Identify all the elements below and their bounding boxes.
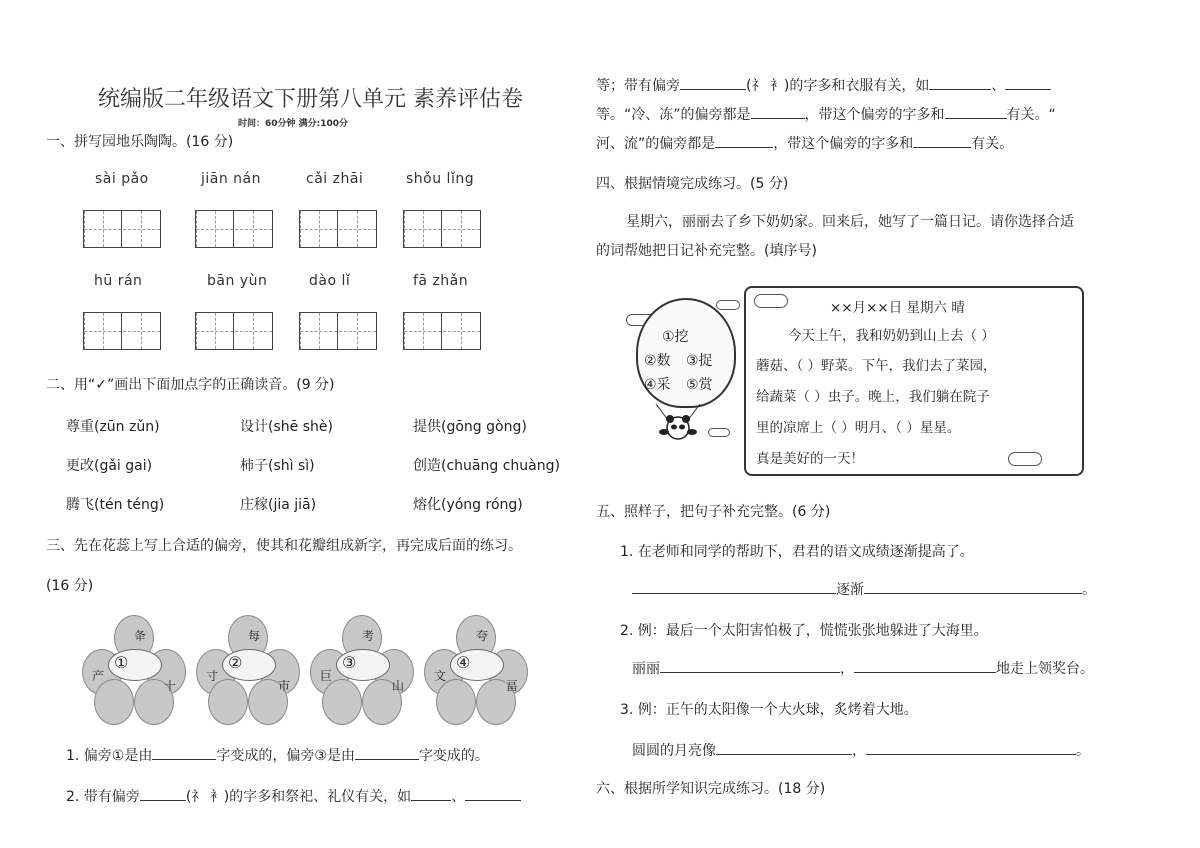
- answer-blank[interactable]: [929, 76, 991, 90]
- section3-title: 三、先在花蕊上写上合适的偏旁，使其和花瓣组成新字，再完成后面的练习。: [46, 538, 522, 554]
- section5-q2: 2. 例：最后一个太阳害怕极了，慌慌张张地躲进了大海里。: [620, 623, 988, 639]
- section5-q2-answer: [632, 658, 1094, 678]
- pinyin: bān yùn: [207, 273, 268, 289]
- pinyin: shǒu lǐng: [406, 171, 475, 187]
- option: ③捉: [686, 353, 713, 369]
- section5-title: 五、照样子，把句子补充完整。(6 分): [596, 504, 831, 520]
- reading-item[interactable]: 设计(shē shè): [240, 419, 333, 435]
- section3-q1: [66, 745, 489, 765]
- cloud-icon: [716, 300, 740, 310]
- petal-char: 考: [362, 629, 375, 643]
- answer-blank[interactable]: [945, 105, 1007, 119]
- petal-char: 每: [248, 629, 261, 643]
- writing-grid[interactable]: [83, 210, 161, 248]
- flower-number: ②: [228, 653, 243, 672]
- reading-item[interactable]: 熔化(yóng róng): [413, 497, 523, 513]
- petal-char: 夅: [134, 629, 147, 643]
- flower-4: [424, 615, 528, 719]
- answer-blank[interactable]: [140, 787, 186, 801]
- section5-q3: 3. 例：正午的太阳像一个大火球，炙烤着大地。: [620, 702, 918, 718]
- separator: 、: [451, 789, 466, 805]
- text: 有关。: [971, 136, 1014, 152]
- panda-icon: [648, 404, 708, 444]
- exam-meta: 时间：60分钟 满分:100分: [238, 119, 349, 129]
- punct: 。: [1082, 582, 1096, 598]
- diary-box: [744, 286, 1084, 476]
- section5-q1: 1. 在老师和同学的帮助下，君君的语文成绩逐渐提高了。: [620, 544, 974, 560]
- writing-grid[interactable]: [403, 312, 481, 350]
- answer-blank[interactable]: [866, 741, 1076, 755]
- flower-2: [196, 615, 300, 719]
- section3-points: (16 分): [46, 578, 94, 594]
- q1-text: 字变成的，偏旁③是由: [216, 748, 355, 764]
- answer-blank[interactable]: [864, 580, 1082, 594]
- reading-item[interactable]: 庄稼(jia jiā): [240, 497, 317, 513]
- petal-char: 文: [434, 669, 447, 683]
- diary-line: 今天上午，我和奶奶到山上去（ ）: [788, 328, 995, 344]
- punct: ，: [852, 743, 866, 759]
- cloud-icon: [708, 428, 730, 437]
- diary-line: 给蔬菜（ ）虫子。晚上，我们躺在院子: [756, 389, 990, 405]
- section4-title: 四、根据情境完成练习。(5 分): [596, 176, 789, 192]
- flower-1: [82, 615, 186, 719]
- option: ④采: [644, 377, 671, 393]
- section3-q2: [66, 786, 521, 806]
- answer-blank[interactable]: [660, 659, 840, 673]
- diary-date: ××月××日 星期六 晴: [830, 300, 965, 316]
- pinyin: fā zhǎn: [413, 273, 469, 289]
- text: 圆圆的月亮像: [632, 743, 716, 759]
- answer-blank[interactable]: [913, 134, 971, 148]
- diary-line: 蘑菇、（ ）野菜。下午，我们去了菜园，: [756, 358, 997, 374]
- writing-grid[interactable]: [83, 312, 161, 350]
- section5-q3-answer: [632, 740, 1090, 760]
- reading-item[interactable]: 尊重(zūn zǔn): [66, 419, 160, 435]
- flower-number: ①: [114, 653, 129, 672]
- petal-char: 产: [92, 669, 105, 683]
- option: ②数: [644, 353, 671, 369]
- diary-line: 里的凉席上（ ）明月、（ ）星星。: [756, 420, 961, 436]
- answer-blank[interactable]: [411, 787, 451, 801]
- text: (礻 衤)的字多和衣服有关，如: [746, 78, 930, 94]
- petal-char: 巨: [320, 669, 333, 683]
- reading-item[interactable]: 柿子(shì sì): [240, 458, 315, 474]
- text: 等；带有偏旁: [596, 78, 680, 94]
- writing-grid[interactable]: [299, 312, 377, 350]
- page-title: 统编版二年级语文下册第八单元 素养评估卷: [98, 87, 523, 112]
- pinyin: cǎi zhāi: [306, 171, 364, 187]
- q1-text: 字变成的。: [418, 748, 489, 764]
- text: 丽丽: [632, 661, 660, 677]
- punct: 。: [1076, 743, 1090, 759]
- punct: ，: [840, 661, 854, 677]
- writing-grid[interactable]: [195, 312, 273, 350]
- q1-text: 1. 偏旁①是由: [66, 748, 153, 764]
- diary-line: 真是美好的一天！: [756, 451, 864, 467]
- answer-blank[interactable]: [465, 787, 521, 801]
- answer-blank[interactable]: [715, 134, 773, 148]
- flower-number: ③: [342, 653, 357, 672]
- key-word: 逐渐: [836, 582, 864, 598]
- text: 等。“冷、冻”的偏旁都是: [596, 107, 751, 123]
- section5-q1-answer: [632, 579, 1096, 599]
- answer-blank[interactable]: [680, 76, 746, 90]
- petal-char: 寸: [206, 669, 219, 683]
- reading-item[interactable]: 创造(chuāng chuàng): [413, 458, 560, 474]
- right-line-2: [596, 104, 1056, 124]
- section4-intro: 星期六，丽丽去了乡下奶奶家。回来后，她写了一篇日记。请你选择合适: [626, 214, 1074, 230]
- q2-text: 2. 带有偏旁: [66, 789, 140, 805]
- text: ，带这个偏旁的字多和: [773, 136, 914, 152]
- text: ，带这个偏旁的字多和: [804, 107, 945, 123]
- petal-char: 夸: [476, 629, 489, 643]
- right-line-1: [596, 75, 1051, 95]
- writing-grid[interactable]: [403, 210, 481, 248]
- option: ①挖: [662, 329, 689, 345]
- reading-item[interactable]: 腾飞(tén téng): [66, 497, 165, 513]
- flower-number: ④: [456, 653, 471, 672]
- reading-item[interactable]: 更改(gǎi gai): [66, 458, 153, 474]
- flower-3: [310, 615, 414, 719]
- answer-blank[interactable]: [854, 659, 996, 673]
- text: 有关。“: [1006, 107, 1056, 123]
- text: 地走上领奖台。: [996, 661, 1094, 677]
- writing-grid[interactable]: [299, 210, 377, 248]
- petal-char: 山: [392, 679, 405, 693]
- pinyin: sài pǎo: [95, 171, 149, 187]
- pinyin: hū rán: [94, 273, 143, 289]
- pinyin: jiān nán: [201, 171, 262, 187]
- answer-blank[interactable]: [355, 746, 419, 760]
- section6-title: 六、根据所学知识完成练习。(18 分): [596, 781, 826, 797]
- cloud-icon: [1008, 452, 1042, 466]
- right-line-3: [596, 133, 1013, 153]
- answer-blank[interactable]: [152, 746, 216, 760]
- answer-blank[interactable]: [632, 580, 836, 594]
- reading-item[interactable]: 提供(gōng gòng): [413, 419, 527, 435]
- answer-blank[interactable]: [751, 105, 805, 119]
- petal-char: 十: [164, 679, 177, 693]
- text: 河、流”的偏旁都是: [596, 136, 716, 152]
- answer-blank[interactable]: [1005, 76, 1051, 90]
- petal-char: 市: [278, 679, 291, 693]
- petal-char: 畐: [506, 679, 519, 693]
- section1-title: 一、拼写园地乐陶陶。(16 分): [46, 134, 234, 150]
- cloud-icon: [754, 294, 788, 308]
- q2-text: (礻 衤)的字多和祭祀、礼仪有关，如: [185, 789, 412, 805]
- answer-blank[interactable]: [716, 741, 852, 755]
- writing-grid[interactable]: [195, 210, 273, 248]
- pinyin: dào lǐ: [309, 273, 351, 289]
- separator: 、: [991, 78, 1006, 94]
- option: ⑤赏: [686, 377, 713, 393]
- section4-intro: 的词帮她把日记补充完整。(填序号): [596, 243, 817, 259]
- section2-title: 二、用“✓”画出下面加点字的正确读音。(9 分): [46, 377, 335, 393]
